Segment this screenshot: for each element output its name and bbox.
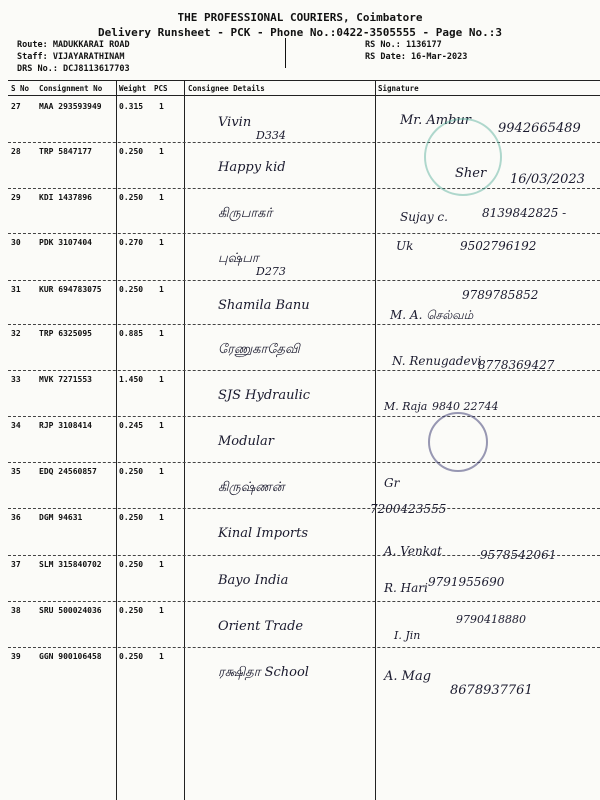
- phone-handwritten: 9942665489: [498, 121, 581, 136]
- row-separator: [8, 233, 600, 234]
- row-separator: [8, 188, 600, 189]
- consignee-handwritten: ரேணுகாதேவி: [218, 342, 300, 357]
- phone-handwritten: 8778369427: [478, 358, 555, 372]
- row-pcs: 1: [159, 147, 164, 156]
- row-sno: 34: [11, 421, 21, 430]
- row-pcs: 1: [159, 606, 164, 615]
- row-pcs: 1: [159, 652, 164, 661]
- row-sno: 38: [11, 606, 21, 615]
- phone-handwritten: 9578542061: [480, 548, 557, 562]
- row-pcs: 1: [159, 285, 164, 294]
- phone-handwritten: 16/03/2023: [510, 172, 585, 187]
- signature-handwritten: Gr: [384, 476, 400, 490]
- consignee-handwritten: கிருபாகர்: [218, 206, 273, 221]
- signature-handwritten: A. Venkat: [384, 544, 442, 558]
- row-weight: 0.250: [119, 652, 144, 661]
- consignee-note: D273: [256, 265, 286, 278]
- row-sno: 36: [11, 513, 21, 522]
- row-pcs: 1: [159, 560, 164, 569]
- row-consignment-no: MVK 7271553: [39, 375, 92, 384]
- row-pcs: 1: [159, 238, 164, 247]
- row-consignment-no: EDQ 24560857: [39, 467, 97, 476]
- row-separator: [8, 508, 600, 509]
- row-separator: [8, 647, 600, 648]
- row-weight: 0.315: [119, 102, 144, 111]
- row-pcs: 1: [159, 375, 164, 384]
- col-header-consignment: Consignment No: [39, 84, 103, 93]
- row-weight: 0.885: [119, 329, 144, 338]
- signature-handwritten: M. A. செல்வம்: [390, 308, 474, 322]
- col-header-signature: Signature: [378, 84, 419, 93]
- phone-handwritten: 9791955690: [428, 575, 505, 589]
- row-sno: 39: [11, 652, 21, 661]
- phone-handwritten: 9840 22744: [432, 400, 499, 413]
- phone-handwritten: 9502796192: [460, 239, 537, 253]
- signature-handwritten: Sujay c.: [400, 210, 448, 224]
- row-sno: 30: [11, 238, 21, 247]
- row-pcs: 1: [159, 102, 164, 111]
- row-consignment-no: KDI 1437896: [39, 193, 92, 202]
- signature-handwritten: I. Jin: [394, 629, 421, 642]
- row-sno: 37: [11, 560, 21, 569]
- row-pcs: 1: [159, 329, 164, 338]
- rs-date: RS Date: 16-Mar-2023: [365, 52, 468, 62]
- row-sno: 31: [11, 285, 21, 294]
- row-weight: 0.250: [119, 147, 144, 156]
- consignee-note: D334: [256, 129, 286, 142]
- signature-handwritten: Uk: [396, 239, 414, 253]
- row-sno: 33: [11, 375, 21, 384]
- rs-number: RS No.: 1136177: [365, 40, 442, 50]
- row-consignment-no: SLM 315840702: [39, 560, 102, 569]
- row-weight: 0.245: [119, 421, 144, 430]
- row-consignment-no: RJP 3108414: [39, 421, 92, 430]
- runsheet-title: THE PROFESSIONAL COURIERS, Coimbatore: [177, 11, 423, 24]
- phone-handwritten: 7200423555: [370, 502, 447, 516]
- row-pcs: 1: [159, 421, 164, 430]
- phone-handwritten: 9789785852: [462, 288, 539, 302]
- row-pcs: 1: [159, 467, 164, 476]
- signature-handwritten: A. Mag: [384, 669, 432, 684]
- delivery-stamp: [424, 118, 502, 196]
- signature-handwritten: N. Renugadevi: [392, 354, 482, 368]
- consignee-handwritten: கிருஷ்ணன்: [218, 480, 285, 495]
- barcode: [231, 38, 357, 68]
- drs-number: DRS No.: DCJ8113617703: [17, 64, 130, 74]
- signature-handwritten: R. Hari: [384, 581, 428, 595]
- row-sno: 35: [11, 467, 21, 476]
- row-consignment-no: PDK 3107404: [39, 238, 92, 247]
- row-weight: 0.250: [119, 193, 144, 202]
- row-pcs: 1: [159, 193, 164, 202]
- signature-handwritten: Mr. Ambur: [400, 113, 471, 128]
- col-header-consignee: Consignee Details: [188, 84, 265, 93]
- row-consignment-no: MAA 293593949: [39, 102, 102, 111]
- row-separator: [8, 555, 600, 556]
- phone-handwritten: 8139842825 -: [482, 206, 567, 220]
- table-header-border: [8, 95, 600, 96]
- consignee-handwritten: Bayo India: [218, 573, 289, 588]
- row-weight: 0.250: [119, 285, 144, 294]
- row-weight: 0.250: [119, 513, 144, 522]
- row-separator: [8, 324, 600, 325]
- row-separator: [8, 416, 600, 417]
- table-top-border: [8, 80, 600, 81]
- row-weight: 1.450: [119, 375, 144, 384]
- runsheet-subtitle: Delivery Runsheet - PCK - Phone No.:0422-3505555 - Page No.:3: [98, 26, 502, 39]
- row-separator: [8, 462, 600, 463]
- row-weight: 0.270: [119, 238, 144, 247]
- row-weight: 0.250: [119, 467, 144, 476]
- consignee-handwritten: Happy kid: [218, 160, 286, 175]
- col-header-sno: S No: [11, 84, 30, 93]
- phone-handwritten: 9790418880: [456, 613, 526, 626]
- row-sno: 27: [11, 102, 21, 111]
- consignee-handwritten: SJS Hydraulic: [218, 388, 311, 403]
- route-label: Route: MADUKKARAI ROAD: [17, 40, 130, 50]
- signature-handwritten: M. Raja: [384, 400, 428, 413]
- col-header-weight: Weight: [119, 84, 147, 93]
- signature-handwritten: Sher: [455, 166, 487, 181]
- row-consignment-no: GGN 900106458: [39, 652, 102, 661]
- consignee-handwritten: Kinal Imports: [218, 526, 309, 541]
- row-pcs: 1: [159, 513, 164, 522]
- row-sno: 32: [11, 329, 21, 338]
- row-consignment-no: DGM 94631: [39, 513, 83, 522]
- row-weight: 0.250: [119, 560, 144, 569]
- staff-label: Staff: VIJAYARATHINAM: [17, 52, 125, 62]
- row-separator: [8, 370, 600, 371]
- row-separator: [8, 601, 600, 602]
- consignee-handwritten: Shamila Banu: [218, 298, 310, 313]
- row-sno: 29: [11, 193, 21, 202]
- row-consignment-no: TRP 6325095: [39, 329, 92, 338]
- consignee-handwritten: Vivin: [218, 115, 252, 130]
- phone-handwritten: 8678937761: [450, 683, 533, 698]
- row-consignment-no: TRP 5847177: [39, 147, 92, 156]
- row-separator: [8, 142, 600, 143]
- delivery-stamp: [428, 412, 488, 472]
- row-consignment-no: SRU 500024036: [39, 606, 102, 615]
- row-consignment-no: KUR 694783075: [39, 285, 102, 294]
- row-sno: 28: [11, 147, 21, 156]
- consignee-handwritten: Modular: [218, 434, 274, 449]
- col-header-pcs: PCS: [154, 84, 168, 93]
- row-weight: 0.250: [119, 606, 144, 615]
- consignee-handwritten: புஷ்பா: [218, 251, 259, 266]
- row-separator: [8, 280, 600, 281]
- consignee-handwritten: Orient Trade: [218, 619, 304, 634]
- consignee-handwritten: ரக்ஷிதா School: [218, 665, 309, 680]
